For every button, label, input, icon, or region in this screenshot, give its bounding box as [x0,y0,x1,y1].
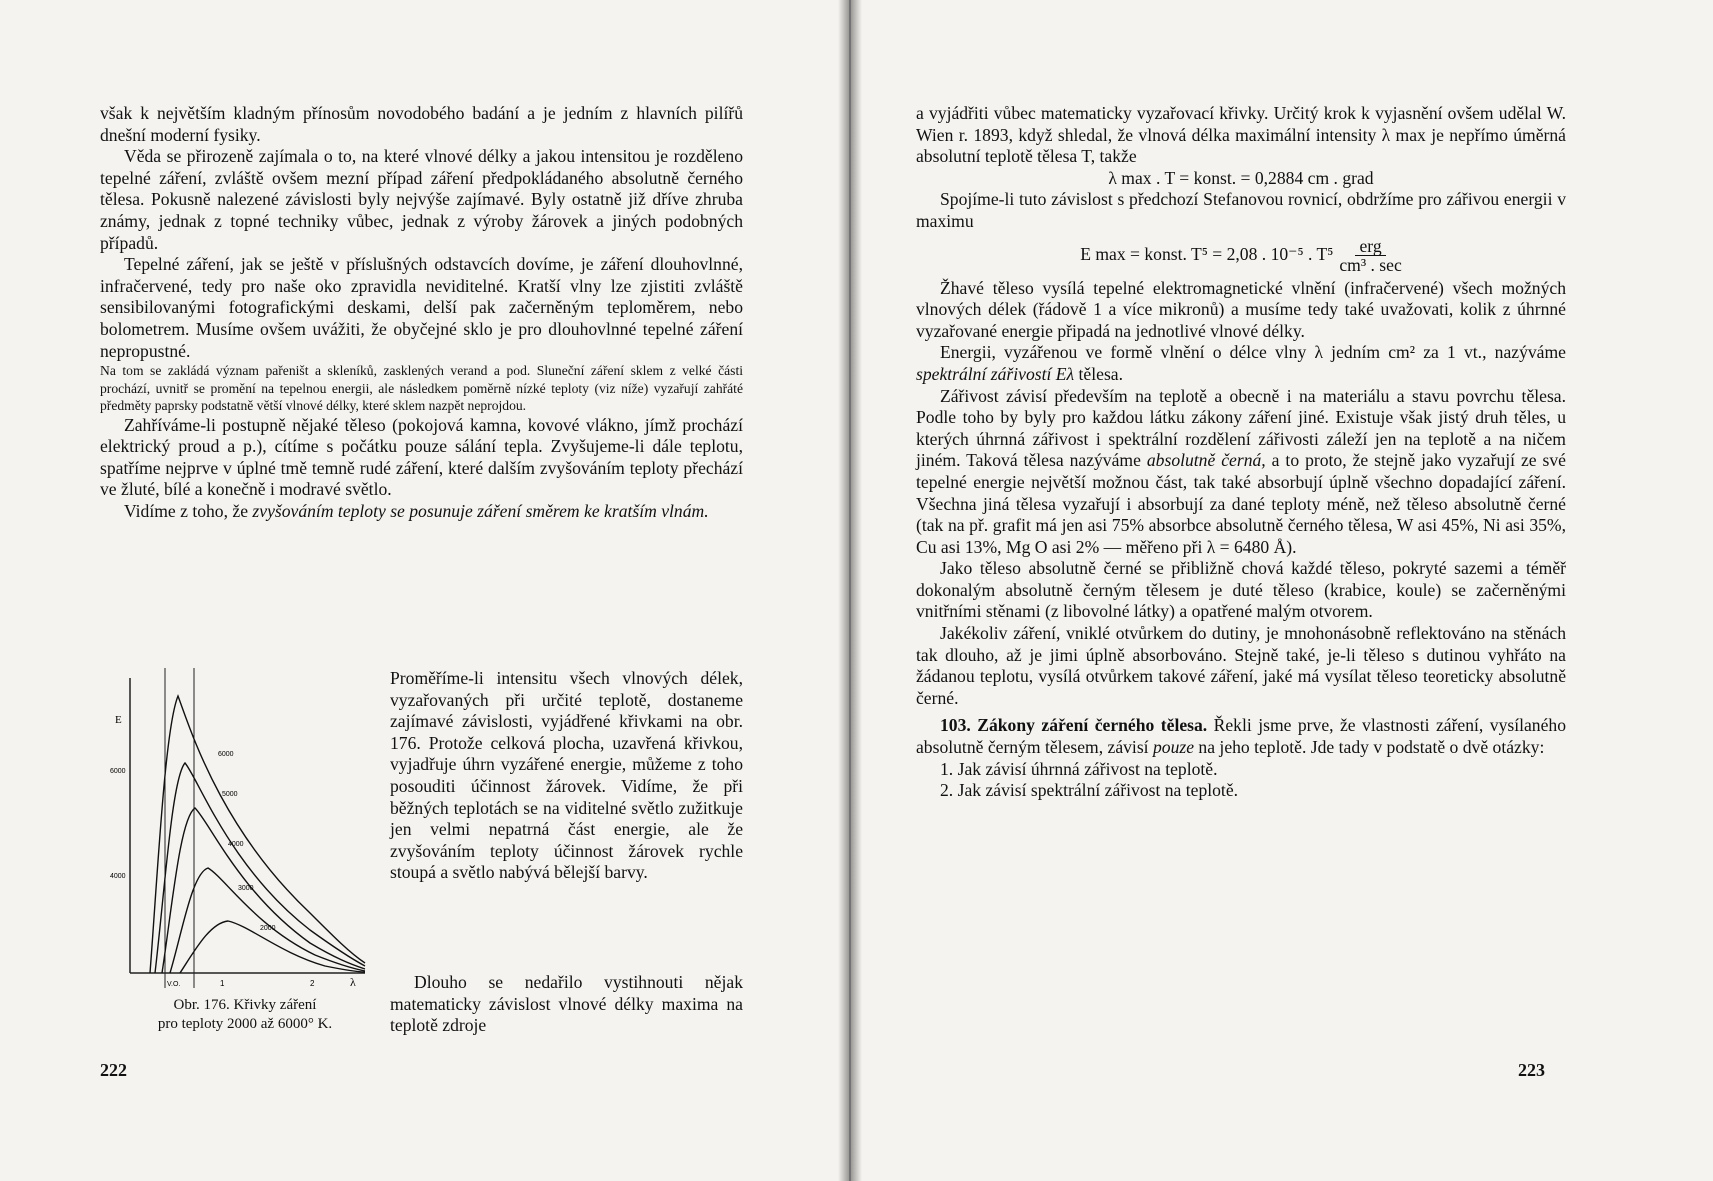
paragraph: Zahříváme-li postupně nějaké těleso (pokojová kamna, kovové vlákno, jímž prochází elektrický proud a p.), cítíme s počátku pouze sálání tepla. Zvyšujeme-li dále teplotu, spatříme nejprve v úplné tmě temně rudé záření, které dalším zvyšováním teploty přechází ve žluté, bílé a konečně i modravé světlo. [100,414,743,500]
right-page [848,0,1713,1181]
curve-label: 4000 [228,841,244,848]
radiation-curves-figure [110,668,372,990]
page-number: 222 [100,1060,127,1080]
curves [150,696,365,973]
x-mark-label: 2 [310,979,315,988]
section-title: 103. Zákony záření černého tělesa. [940,715,1208,736]
paragraph: Energii, vyzářenou ve formě vlnění o délce vlny λ jedním cm² za 1 vt., nazýváme spektrální zářivostí Eλ tělesa. [916,342,1566,384]
wrapped-paragraph: Proměříme-li intensitu všech vlnových délek, vyzařovaných při určité teplotě, dostaneme zajímavé závislosti, vyjádřené křivkami na obr. 176. Protože celková plocha, uzavřená křivkou, vyjadřuje úhrn vyzářené energie, můžeme z toho posouditi účinnost žárovek. Vidíme, že při běžných teplotách se na viditelné světlo zužitkuje jen velmi nepatrná část energie, ale že zvyšováním teploty účinnost žárovek rychle stoupá a světlo nabývá bělejší barvy. [390,668,743,883]
paragraph: Vidíme z toho, že zvyšováním teploty se posunuje záření směrem ke kratším vlnám. [124,501,709,521]
list-item: 2. Jak závisí spektrální zářivost na teplotě. [940,780,1239,801]
list-item: 1. Jak závisí úhrnná zářivost na teplotě. [940,758,1218,779]
curve-label: 2000 [260,925,276,932]
paragraph: a vyjádřiti vůbec matematicky vyzařovací křivky. Určitý krok k vyjasnění ovšem udělal W. Wien r. 1893, když shledal, že vlnová délka maximální intensity λ max je nepřímo úměrná absolutní teplotě tělesa T, takže [916,103,1566,167]
right-text-column [916,103,1566,802]
wrapped-paragraph: Dlouho se nedařilo vystihnouti nějak matematicky závislost vlnové délky maxima na teplotě zdroje [390,972,743,1036]
paragraph: Spojíme-li tuto závislost s předchozí Stefanovou rovnicí, obdržíme pro zářivou energii v maximu [916,189,1566,231]
paragraph: Zářivost závisí především na teplotě a obecně i na materiálu a stavu povrchu tělesa. Podle toho by byly pro každou látku zákony záření jiné. Existuje však jistý druh těles, u kterých úhrnná zářivost i spektrální rozdělení zářivosti záleží jen na teplotě a na ničem jiném. Taková tělesa nazýváme absolutně černá, a to proto, že stejně jako vyzařují ze své tepelné energie největší možnou část, tak také absorbují úplně všechno dopadající záření. Všechna jiná tělesa vyzařují i absorbují za dané teploty méně, než těleso absolutně černé (tak na př. grafit má jen asi 75% absorbce absolutně černého tělesa, W asi 45%, Ni asi 35%, Cu asi 13%, Mg O asi 2% — měřeno při λ = 6480 Å). [916,385,1566,557]
paragraph: Věda se přirozeně zajímala o to, na které vlnové délky a jakou intensitou je rozděleno tepelné záření, zvláště ovšem mezní případ záření předpokládaného absolutně černého tělesa. Pokusně nalezené závislosti byly nejvýše zajímavé. Byly ostatně již dříve zhruba známy, jednak z topné techniky vůbec, jednak z výroby žárovek a jiných podobných případů. [100,146,743,253]
x-axis-label: λ [350,975,356,989]
section-paragraph: 103. Zákony záření černého tělesa. Řekli jsme prve, že vlastnosti záření, vysílaného absolutně černým tělesem, závisí pouze na jeho teplotě. Jde tady v podstatě o dvě otázky: [916,715,1566,758]
y-tick-label: 6000 [110,768,126,775]
paragraph: Žhavé těleso vysílá tepelné elektromagnetické vlnění (infračervené) všech možných vlnových délek (řádově 1 a více mikronů) a musíme tedy také uvažovati, kolik z úhrnné vyzařované energie připadá na jednotlivé vlnové délky. [916,277,1566,341]
curve-label: 6000 [218,751,234,758]
formula-energy: E max = konst. T⁵ = 2,08 . 10⁻⁵ . T⁵ erg cm³ . sec [1080,235,1402,275]
curve-label: 3000 [238,885,254,892]
paragraph: však k největším kladným přínosům novodobého badání a je jedním z hlavních pilířů dnešní moderní fysiky. [100,103,743,145]
curve-label: 5000 [222,791,238,798]
page-number: 223 [1518,1060,1545,1080]
formula-wien: λ max . T = konst. = 0,2884 cm . grad [1108,167,1374,188]
y-tick-label: 4000 [110,873,126,880]
y-axis-label: E [115,714,122,726]
paragraph: Tepelné záření, jak se ještě v příslušných odstavcích dovíme, je záření dlouhovlnné, infračervené, tedy pro naše oko zpravidla neviditelné. Kratší vlny lze zjistiti zvláště sensibilovanými fotografickými deskami, delší pak začerněným teploměrem, nebo bolometrem. Musíme ovšem uvážiti, že obyčejné sklo je pro dlouhovlnné tepelné záření nepropustné. [100,254,743,361]
left-page [0,0,848,1181]
figure-caption: Obr. 176. Křivky záření pro teploty 2000 až 6000° K. [157,997,333,1032]
left-text-column [100,103,743,523]
paragraph: Jakékoliv záření, vniklé otvůrkem do dutiny, je mnohonásobně reflektováno na stěnách tak dlouho, až je jimi úplně absorbováno. Stejně také, je-li těleso s dutinou vyhřáto na žádanou teplotu, vysílá otvůrkem takové záření, jaké má vysílat těleso teoreticky absolutně černé. [916,623,1566,708]
footnote-note: Na tom se zakládá význam pařeništ a skleníků, zasklených verand a pod. Sluneční záření sklem z velké části prochází, uvnitř se promění na tepelnou energii, ale následkem poměrně nízké teploty (viz níže) vyzařují zahřáté předměty paprsky podstatně větší vlnové délky, které sklem nazpět neprojdou. [100,363,743,414]
paragraph: Jako těleso absolutně černé se přibližně chová každé těleso, pokryté sazemi a téměř dokonalým absolutně černým tělesem je duté těleso (krabice, koule) se začerněnými vnitřními stěnami (z libovolné látky) a opatřené malým otvorem. [916,558,1566,622]
x-mark-label: 1 [220,979,225,988]
curve-6000 [150,696,365,973]
book-gutter [838,0,862,1181]
curve-5000 [155,763,365,973]
visible-band-label: V.O. [167,981,181,988]
